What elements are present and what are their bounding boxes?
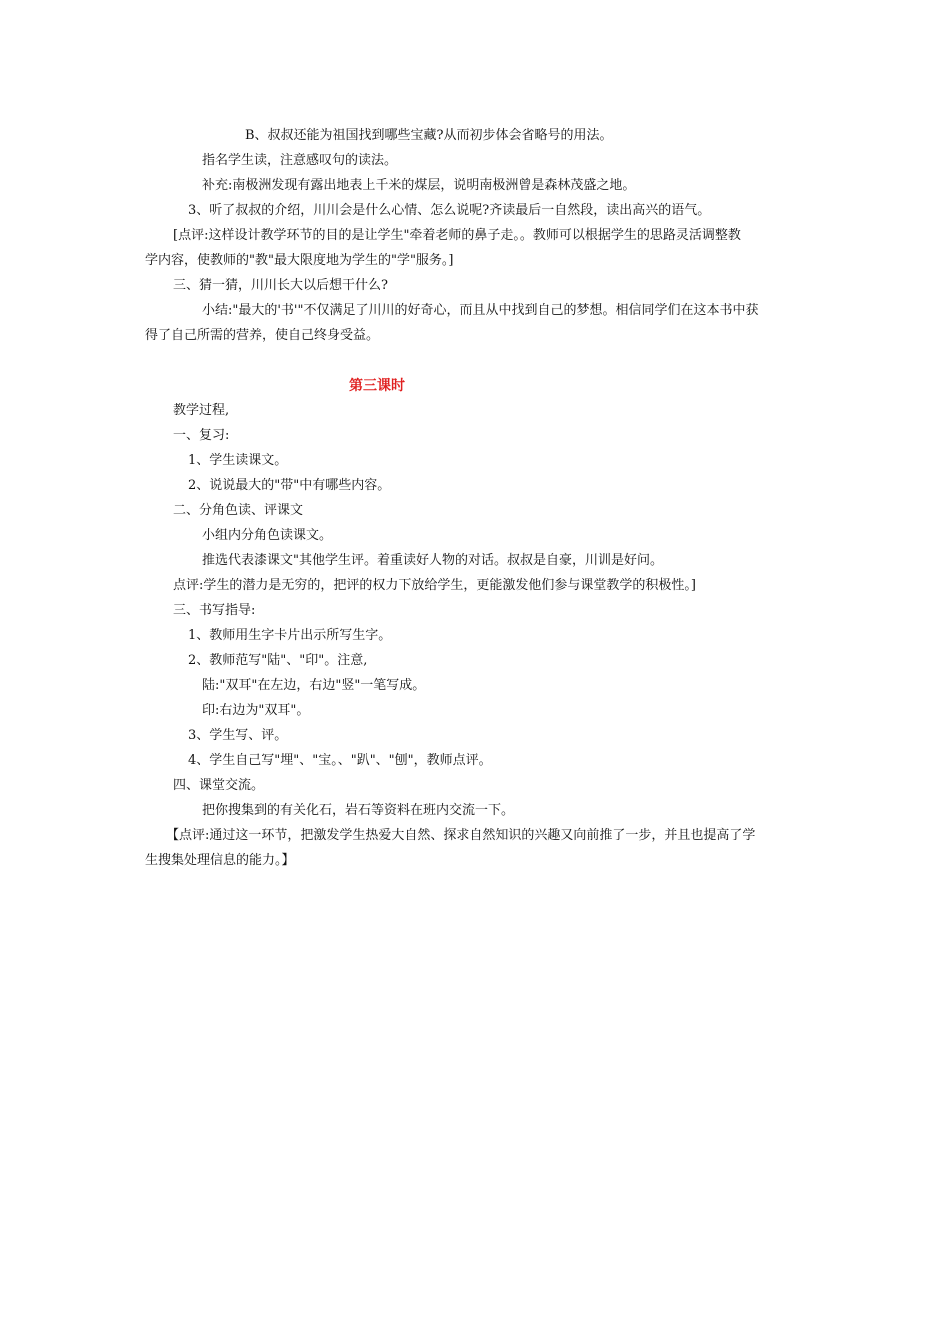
review-item-1: 1、学生读课文。 xyxy=(188,453,288,468)
roles-comment: 点评:学生的潜力是无穷的，把评的权力下放给学生，更能激发他们参与课堂教学的积极性。] xyxy=(173,578,696,593)
final-comment-line-2: 生搜集处理信息的能力。】 xyxy=(145,853,295,868)
writing-heading: 三、书写指导: xyxy=(173,603,256,618)
writing-item-2: 2、教师范写"陆"、"印"。注意, xyxy=(188,653,368,668)
item-b: B、叔叔还能为祖国找到哪些宝藏?从而初步体会省略号的用法。 xyxy=(245,128,613,143)
review-heading: 一、复习: xyxy=(173,428,230,443)
writing-item-3: 3、学生写、评。 xyxy=(188,728,288,743)
lesson-3-title: 第三课时 xyxy=(349,378,405,394)
summary-line-2: 得了自己所需的营养，使自己终身受益。 xyxy=(145,328,380,343)
section-3-guess: 三、猜一猜，川川长大以后想干什么? xyxy=(173,278,388,293)
summary-line-1: 小结:"最大的'书'"不仅满足了川川的好奇心，而且从中找到自己的梦想。相信同学们在这本书中获 xyxy=(202,303,759,318)
writing-note-yin: 印:右边为"双耳"。 xyxy=(202,703,310,718)
exchange-item: 把你搜集到的有关化石，岩石等资料在班内交流一下。 xyxy=(202,803,515,818)
final-comment-line-1: 【点评:通过这一环节，把激发学生热爱大自然、探求自然知识的兴趣又向前推了一步，并且也提高了学 xyxy=(166,828,756,843)
writing-item-4: 4、学生自己写"埋"、"宝。、"趴"、"刨"，教师点评。 xyxy=(188,753,492,768)
writing-item-1: 1、教师用生字卡片出示所写生字。 xyxy=(188,628,392,643)
exchange-heading: 四、课堂交流。 xyxy=(173,778,265,793)
roles-item-1: 小组内分角色读课文。 xyxy=(202,528,333,543)
teaching-process: 教学过程, xyxy=(173,403,230,418)
item-3: 3、听了叔叔的介绍，川川会是什么心情、怎么说呢?齐读最后一自然段，读出高兴的语气。 xyxy=(188,203,711,218)
supplement: 补充:南极洲发现有露出地表上千米的煤层，说明南极洲曾是森林茂盛之地。 xyxy=(202,178,636,193)
writing-note-lu: 陆:"双耳"在左边，右边"竖"一笔写成。 xyxy=(202,678,426,693)
comment-line-2: 学内容，使教师的"教"最大限度地为学生的"学"服务。] xyxy=(145,253,454,268)
roles-item-2: 推选代表漆课文"其他学生评。着重读好人物的对话。叔叔是自豪，川训是好问。 xyxy=(202,553,663,568)
roles-heading: 二、分角色读、评课文 xyxy=(173,503,304,518)
read-instruction: 指名学生读，注意感叹句的读法。 xyxy=(202,153,398,168)
comment-line-1: [点评:这样设计教学环节的目的是让学生"牵着老师的鼻子走。。教师可以根据学生的思路灵活调整教 xyxy=(173,228,741,243)
review-item-2: 2、说说最大的"带"中有哪些内容。 xyxy=(188,478,391,493)
